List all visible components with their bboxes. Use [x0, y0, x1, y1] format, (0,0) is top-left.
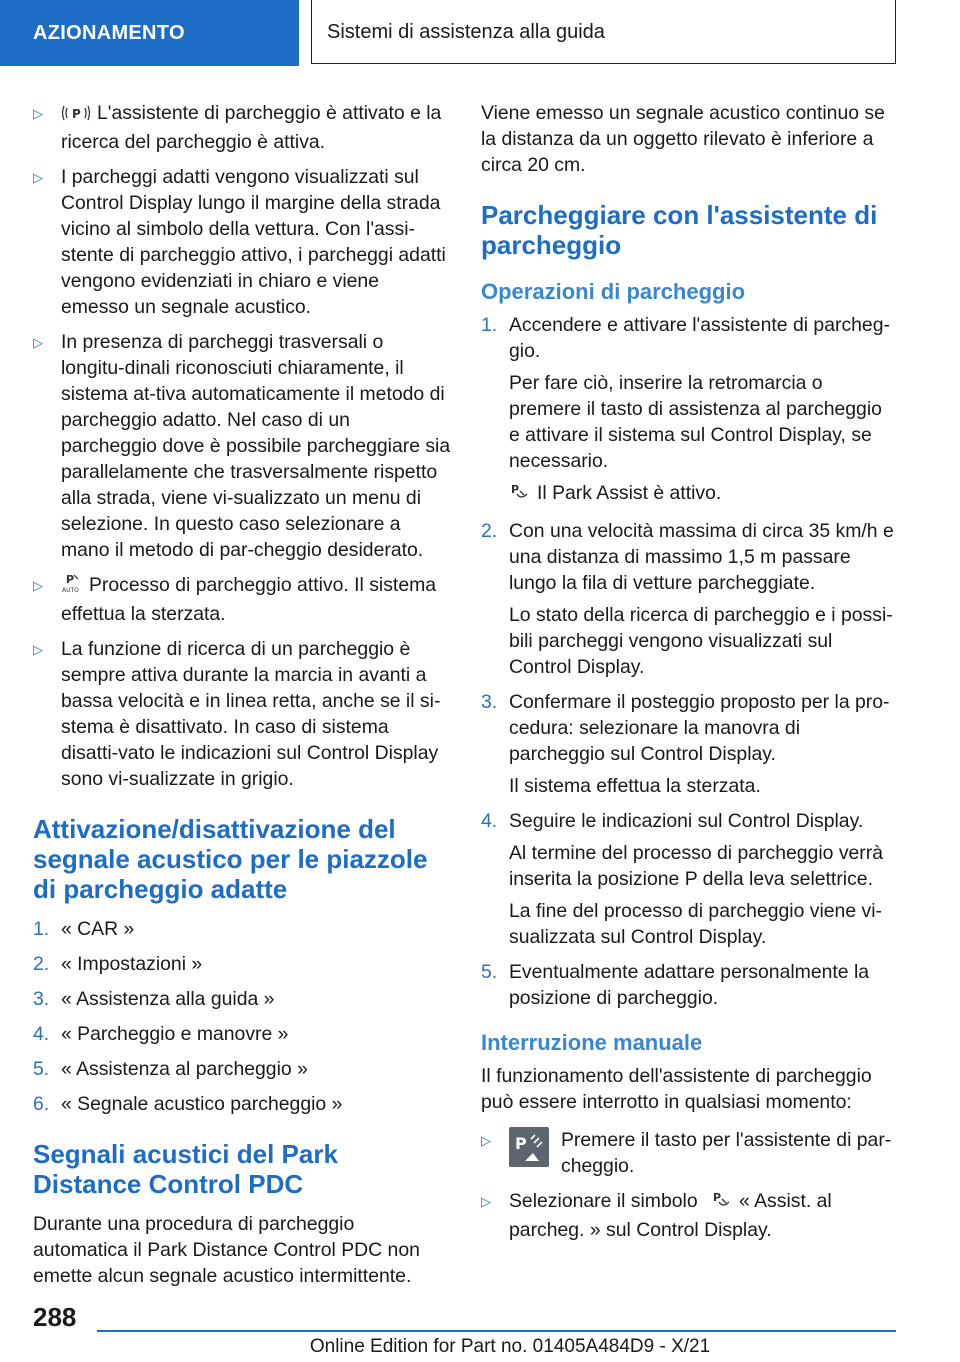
svg-text:AUTO: AUTO	[62, 587, 79, 594]
list-item	[481, 312, 897, 509]
menu-path-item: « Assistenza al parcheggio »	[61, 1058, 308, 1080]
list-item	[481, 959, 897, 1011]
paragraph: Durante una procedura di parcheggio automatica il Park Distance Control PDC non emette alcun segnale acustico intermittente.	[33, 1213, 420, 1287]
list-item	[33, 164, 451, 320]
bullet-text: I parcheggi adatti vengono visualizzati sul Control Display lungo il margine della strada vicino al simbolo della vettura. Con l'assi-stente di parcheggio attivo, i parcheggi adatti vengono evidenziati in chiaro e viene emesso un segnale acustico.	[61, 166, 446, 318]
subsection-heading: Operazioni di parcheggio	[481, 279, 746, 304]
list-item	[33, 1091, 451, 1117]
svg-text:P: P	[72, 107, 81, 121]
list-item	[33, 572, 451, 627]
list-item	[33, 951, 451, 977]
step-number: 1.	[33, 918, 50, 940]
list-item	[481, 689, 897, 799]
triangle-bullet-icon: ▷	[33, 170, 43, 185]
parking-sensor-icon	[61, 103, 91, 129]
park-auto-icon	[61, 572, 83, 601]
menu-path-item: « Assistenza alla guida »	[61, 988, 275, 1010]
section-tab: AZIONAMENTO	[0, 0, 299, 66]
section-heading: Parcheggiare con l'assistente di parcheggio	[481, 200, 878, 260]
footer-divider	[97, 1330, 896, 1332]
bullet-text: Selezionare il simbolo	[509, 1190, 698, 1212]
step-text: Accendere e attivare l'assistente di parcheg-gio.	[509, 314, 890, 362]
bullet-text: Premere il tasto per l'assistente di par-cheggio.	[561, 1129, 892, 1177]
list-item	[33, 100, 451, 155]
list-item	[481, 518, 897, 680]
step-text: Con una velocità massima di circa 35 km/h e una distanza di massimo 1,5 m passare lungo la fila di vetture parcheggiate.	[509, 520, 894, 594]
menu-path-item: « Impostazioni »	[61, 953, 203, 975]
step-text: Eventualmente adattare personalmente la posizione di parcheggio.	[509, 961, 870, 1009]
page-number: 288	[33, 1302, 77, 1332]
section-heading: Segnali acustici del Park Distance Control PDC	[33, 1139, 338, 1199]
paragraph: Il funzionamento dell'assistente di parcheggio può essere interrotto in qualsiasi momento:	[481, 1065, 872, 1113]
list-item	[33, 986, 451, 1012]
left-column	[33, 100, 451, 1301]
svg-text:P: P	[66, 573, 75, 586]
step-detail: La fine del processo di parcheggio viene vi-sualizzata sul Control Display.	[509, 900, 882, 948]
step-number: 1.	[481, 314, 498, 336]
menu-path-item: « Segnale acustico parcheggio »	[61, 1093, 343, 1115]
step-number: 6.	[33, 1093, 50, 1115]
step-number: 5.	[481, 961, 498, 983]
bullet-text: Processo di parcheggio attivo. Il sistema effettua la sterzata.	[61, 574, 437, 625]
list-item	[33, 1021, 451, 1047]
list-item	[481, 1188, 897, 1243]
svg-text:P: P	[511, 483, 520, 496]
park-assist-button-icon	[509, 1127, 549, 1167]
chapter-title: Sistemi di assistenza alla guida	[311, 0, 896, 64]
bullet-text: « Assist. al parcheg. » sul Control Display.	[509, 1190, 832, 1241]
bullet-text: L'assistente di parcheggio è attivato e la ricerca del parcheggio è attiva.	[61, 102, 442, 153]
step-number: 4.	[481, 810, 498, 832]
list-item	[33, 916, 451, 942]
triangle-bullet-icon: ▷	[33, 642, 43, 657]
triangle-bullet-icon: ▷	[33, 335, 43, 350]
park-assist-icon	[509, 482, 531, 509]
svg-text:P: P	[713, 1191, 722, 1204]
step-number: 3.	[481, 691, 498, 713]
step-detail: Al termine del processo di parcheggio verrà inserita la posizione P della leva selettrice.	[509, 842, 883, 890]
step-number: 2.	[481, 520, 498, 542]
section-heading: Attivazione/disattivazione del segnale acustico per le piazzole di parcheggio adatte	[33, 814, 428, 904]
step-detail: P Il Park Assist è attivo.	[509, 480, 897, 509]
step-number: 3.	[33, 988, 50, 1010]
subsection-heading: Interruzione manuale	[481, 1030, 703, 1055]
step-number: 5.	[33, 1058, 50, 1080]
paragraph: Viene emesso un segnale acustico continuo se la distanza da un oggetto rilevato è inferiore a circa 20 cm.	[481, 102, 885, 176]
step-detail: Lo stato della ricerca di parcheggio e i possi-bili parcheggi vengono visualizzati sul Control Display.	[509, 604, 893, 678]
bullet-text: In presenza di parcheggi trasversali o longitu-dinali riconosciuti chiaramente, il sistema at-tiva automaticamente il metodo di parcheggio adatto. Nel caso di un parcheggio dove è possibile parcheggiare sia parallelamente che trasversalmente rispetto alla strada, viene vi-sualizzato un menu di selezione. In questo caso selezionare a mano il metodo di par-cheggio desiderato.	[61, 331, 451, 561]
step-text: Seguire le indicazioni sul Control Display.	[509, 810, 864, 832]
list-item	[33, 329, 451, 563]
menu-path-item: « Parcheggio e manovre »	[61, 1023, 289, 1045]
page-header	[0, 0, 960, 66]
menu-path-item: « CAR »	[61, 918, 135, 940]
footer-edition: Online Edition for Part no. 01405A484D9 - X/21	[309, 1336, 711, 1357]
step-number: 4.	[33, 1023, 50, 1045]
step-text: Confermare il posteggio proposto per la pro-cedura: selezionare la manovra di parcheggio sul Control Display.	[509, 691, 890, 765]
step-detail: Il sistema effettua la sterzata.	[509, 775, 761, 797]
list-item	[481, 808, 897, 950]
triangle-bullet-icon: ▷	[481, 1194, 491, 1209]
triangle-bullet-icon: ▷	[33, 106, 43, 121]
list-item	[481, 1127, 897, 1179]
list-item	[33, 636, 451, 792]
svg-text:P: P	[515, 1134, 527, 1153]
step-detail: Per fare ciò, inserire la retromarcia o premere il tasto di assistenza al parcheggio e attivare il sistema sul Control Display, se necessario.	[509, 372, 882, 472]
step-number: 2.	[33, 953, 50, 975]
bullet-text: La funzione di ricerca di un parcheggio è sempre attiva durante la marcia in avanti a bassa velocità e in linea retta, anche se il si-stema è disattivato. In caso di sistema disatti-vato le indicazioni sul Control Display sono vi-sualizzate in grigio.	[61, 638, 441, 790]
triangle-bullet-icon: ▷	[481, 1133, 491, 1148]
park-assist-icon	[711, 1190, 733, 1217]
list-item	[33, 1056, 451, 1082]
right-column	[481, 100, 897, 1252]
triangle-bullet-icon: ▷	[33, 578, 43, 593]
